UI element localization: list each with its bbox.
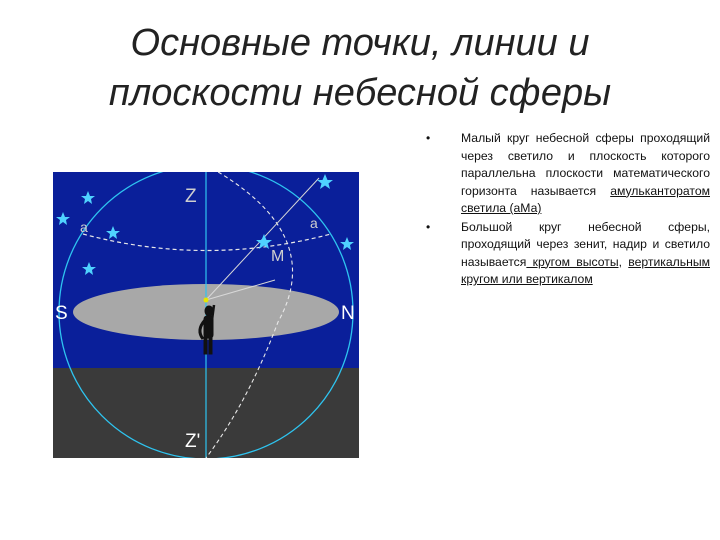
definition-text: Большой круг небесной сферы, проходящий через зенит, надир и светило называется xyxy=(461,219,710,269)
zenith-label: Z xyxy=(185,186,197,207)
definition-almucantar xyxy=(426,130,710,218)
vertical-circle-term: вертикальным кругом или вертикалом xyxy=(461,254,710,286)
definition-list xyxy=(426,130,710,290)
north-label: N xyxy=(341,303,355,324)
definition-vertical-circle xyxy=(426,219,710,289)
definition-text: Малый круг небесной сферы проходящий через светило и плоскость которого параллельна плоскости математического горизонта называется xyxy=(461,131,710,198)
almucantar-left-label: a xyxy=(80,219,88,235)
title-line-1: Основные точки, линии и xyxy=(130,22,590,64)
slide-title xyxy=(40,18,680,118)
almucantar-right-label: a xyxy=(310,215,318,231)
south-label: S xyxy=(55,303,68,324)
height-circle-term: кругом высоты, xyxy=(526,254,622,269)
bullet-marker: • xyxy=(426,219,431,234)
celestial-sphere-diagram xyxy=(53,172,359,458)
nadir-label: Z' xyxy=(185,431,201,452)
bullet-marker: • xyxy=(426,131,431,145)
title-line-2: плоскости небесной сферы xyxy=(108,72,612,114)
star-m-label: M xyxy=(271,248,285,265)
celestial-sphere-svg xyxy=(53,172,359,458)
almucantar-term: амульканторатом светила (аМа) xyxy=(461,183,710,215)
